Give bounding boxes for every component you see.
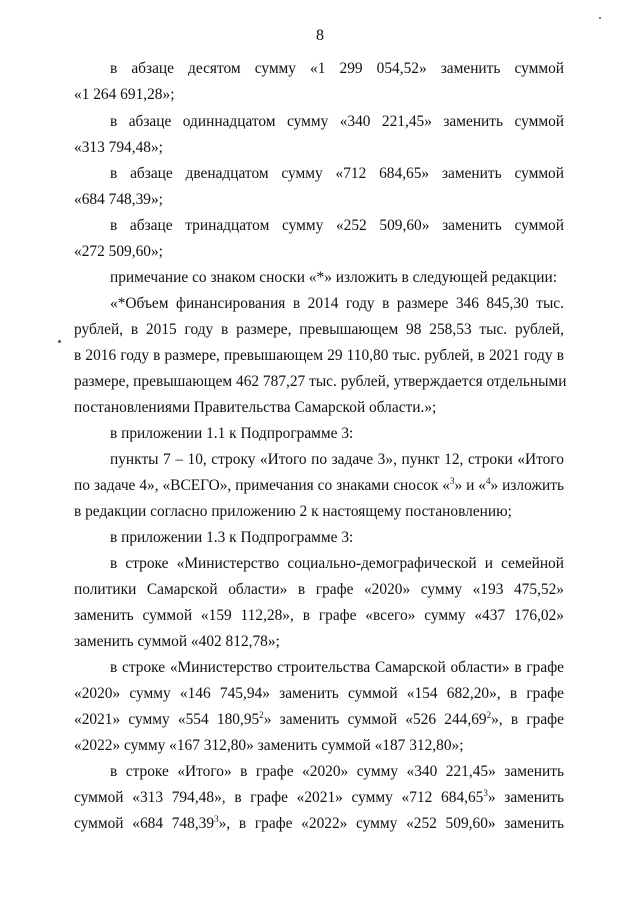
text-line: политики Самарской области» в графе «2020» сумму «193 475,52» — [74, 581, 564, 598]
text-line: в абзаце тринадцатом сумму «252 509,60» заменить суммой — [110, 217, 564, 234]
text-line: суммой «313 794,48», в графе «2021» сумму «712 684,65$^3$» заменить — [74, 788, 564, 806]
text-line: в приложении 1.3 к Подпрограмме 3: — [110, 529, 354, 546]
text-line: пункты 7 – 10, строку «Итого по задаче 3», пункт 12, строки «Итого — [110, 451, 564, 468]
text-line: заменить суммой «402 812,78»; — [74, 633, 280, 650]
text-line: суммой «684 748,39$^3$», в графе «2022» сумму «252 509,60» заменить — [74, 814, 564, 832]
text-line: в строке «Министерство строительства Самарской области» в графе — [110, 659, 564, 676]
text-line: в абзаце двенадцатом сумму «712 684,65» заменить суммой — [110, 165, 564, 182]
text-line: размере, превышающем 462 787,27 тыс. рублей, утверждается отдельными — [74, 373, 567, 390]
text-line: заменить суммой «159 112,28», в графе «всего» сумму «437 176,02» — [74, 607, 564, 624]
text-line: «2020» сумму «146 745,94» заменить суммой «154 682,20», в графе — [74, 685, 564, 702]
text-line: «*Объем финансирования в 2014 году в размере 346 845,30 тыс. — [110, 295, 564, 312]
text-line: постановлениями Правительства Самарской области.»; — [74, 399, 437, 416]
text-line: в строке «Итого» в графе «2020» сумму «340 221,45» заменить — [110, 763, 564, 780]
text-line: «272 509,60»; — [74, 243, 163, 260]
text-line: рублей, в 2015 году в размере, превышающем 98 258,53 тыс. рублей, — [74, 321, 564, 338]
text-line: «2022» сумму «167 312,80» заменить суммой «187 312,80»; — [74, 737, 464, 754]
text-line: в приложении 1.1 к Подпрограмме 3: — [110, 425, 354, 442]
text-line: в 2016 году в размере, превышающем 29 110,80 тыс. рублей, в 2021 году в — [74, 347, 564, 364]
scan-speck — [58, 340, 61, 343]
text-line: в абзаце десятом сумму «1 299 054,52» заменить суммой — [110, 60, 564, 77]
text-line: «684 748,39»; — [74, 191, 163, 208]
text-line: примечание со знаком сноски «*» изложить в следующей редакции: — [110, 269, 558, 286]
page-number: 8 — [316, 27, 324, 44]
text-line: «1 264 691,28»; — [74, 86, 175, 103]
text-line: в редакции согласно приложению 2 к настоящему постановлению; — [74, 503, 512, 520]
text-line: в абзаце одиннадцатом сумму «340 221,45» заменить суммой — [110, 113, 564, 130]
text-line: в строке «Министерство социально-демографической и семейной — [110, 555, 564, 572]
text-line: по задаче 4», «ВСЕГО», примечания со знаками сносок «$^3$» и «$^4$» изложить — [74, 476, 564, 494]
text-line: «313 794,48»; — [74, 139, 163, 156]
text-line: «2021» сумму «554 180,95$^2$» заменить суммой «526 244,69$^2$», в графе — [74, 710, 564, 728]
scan-speck — [599, 17, 601, 19]
